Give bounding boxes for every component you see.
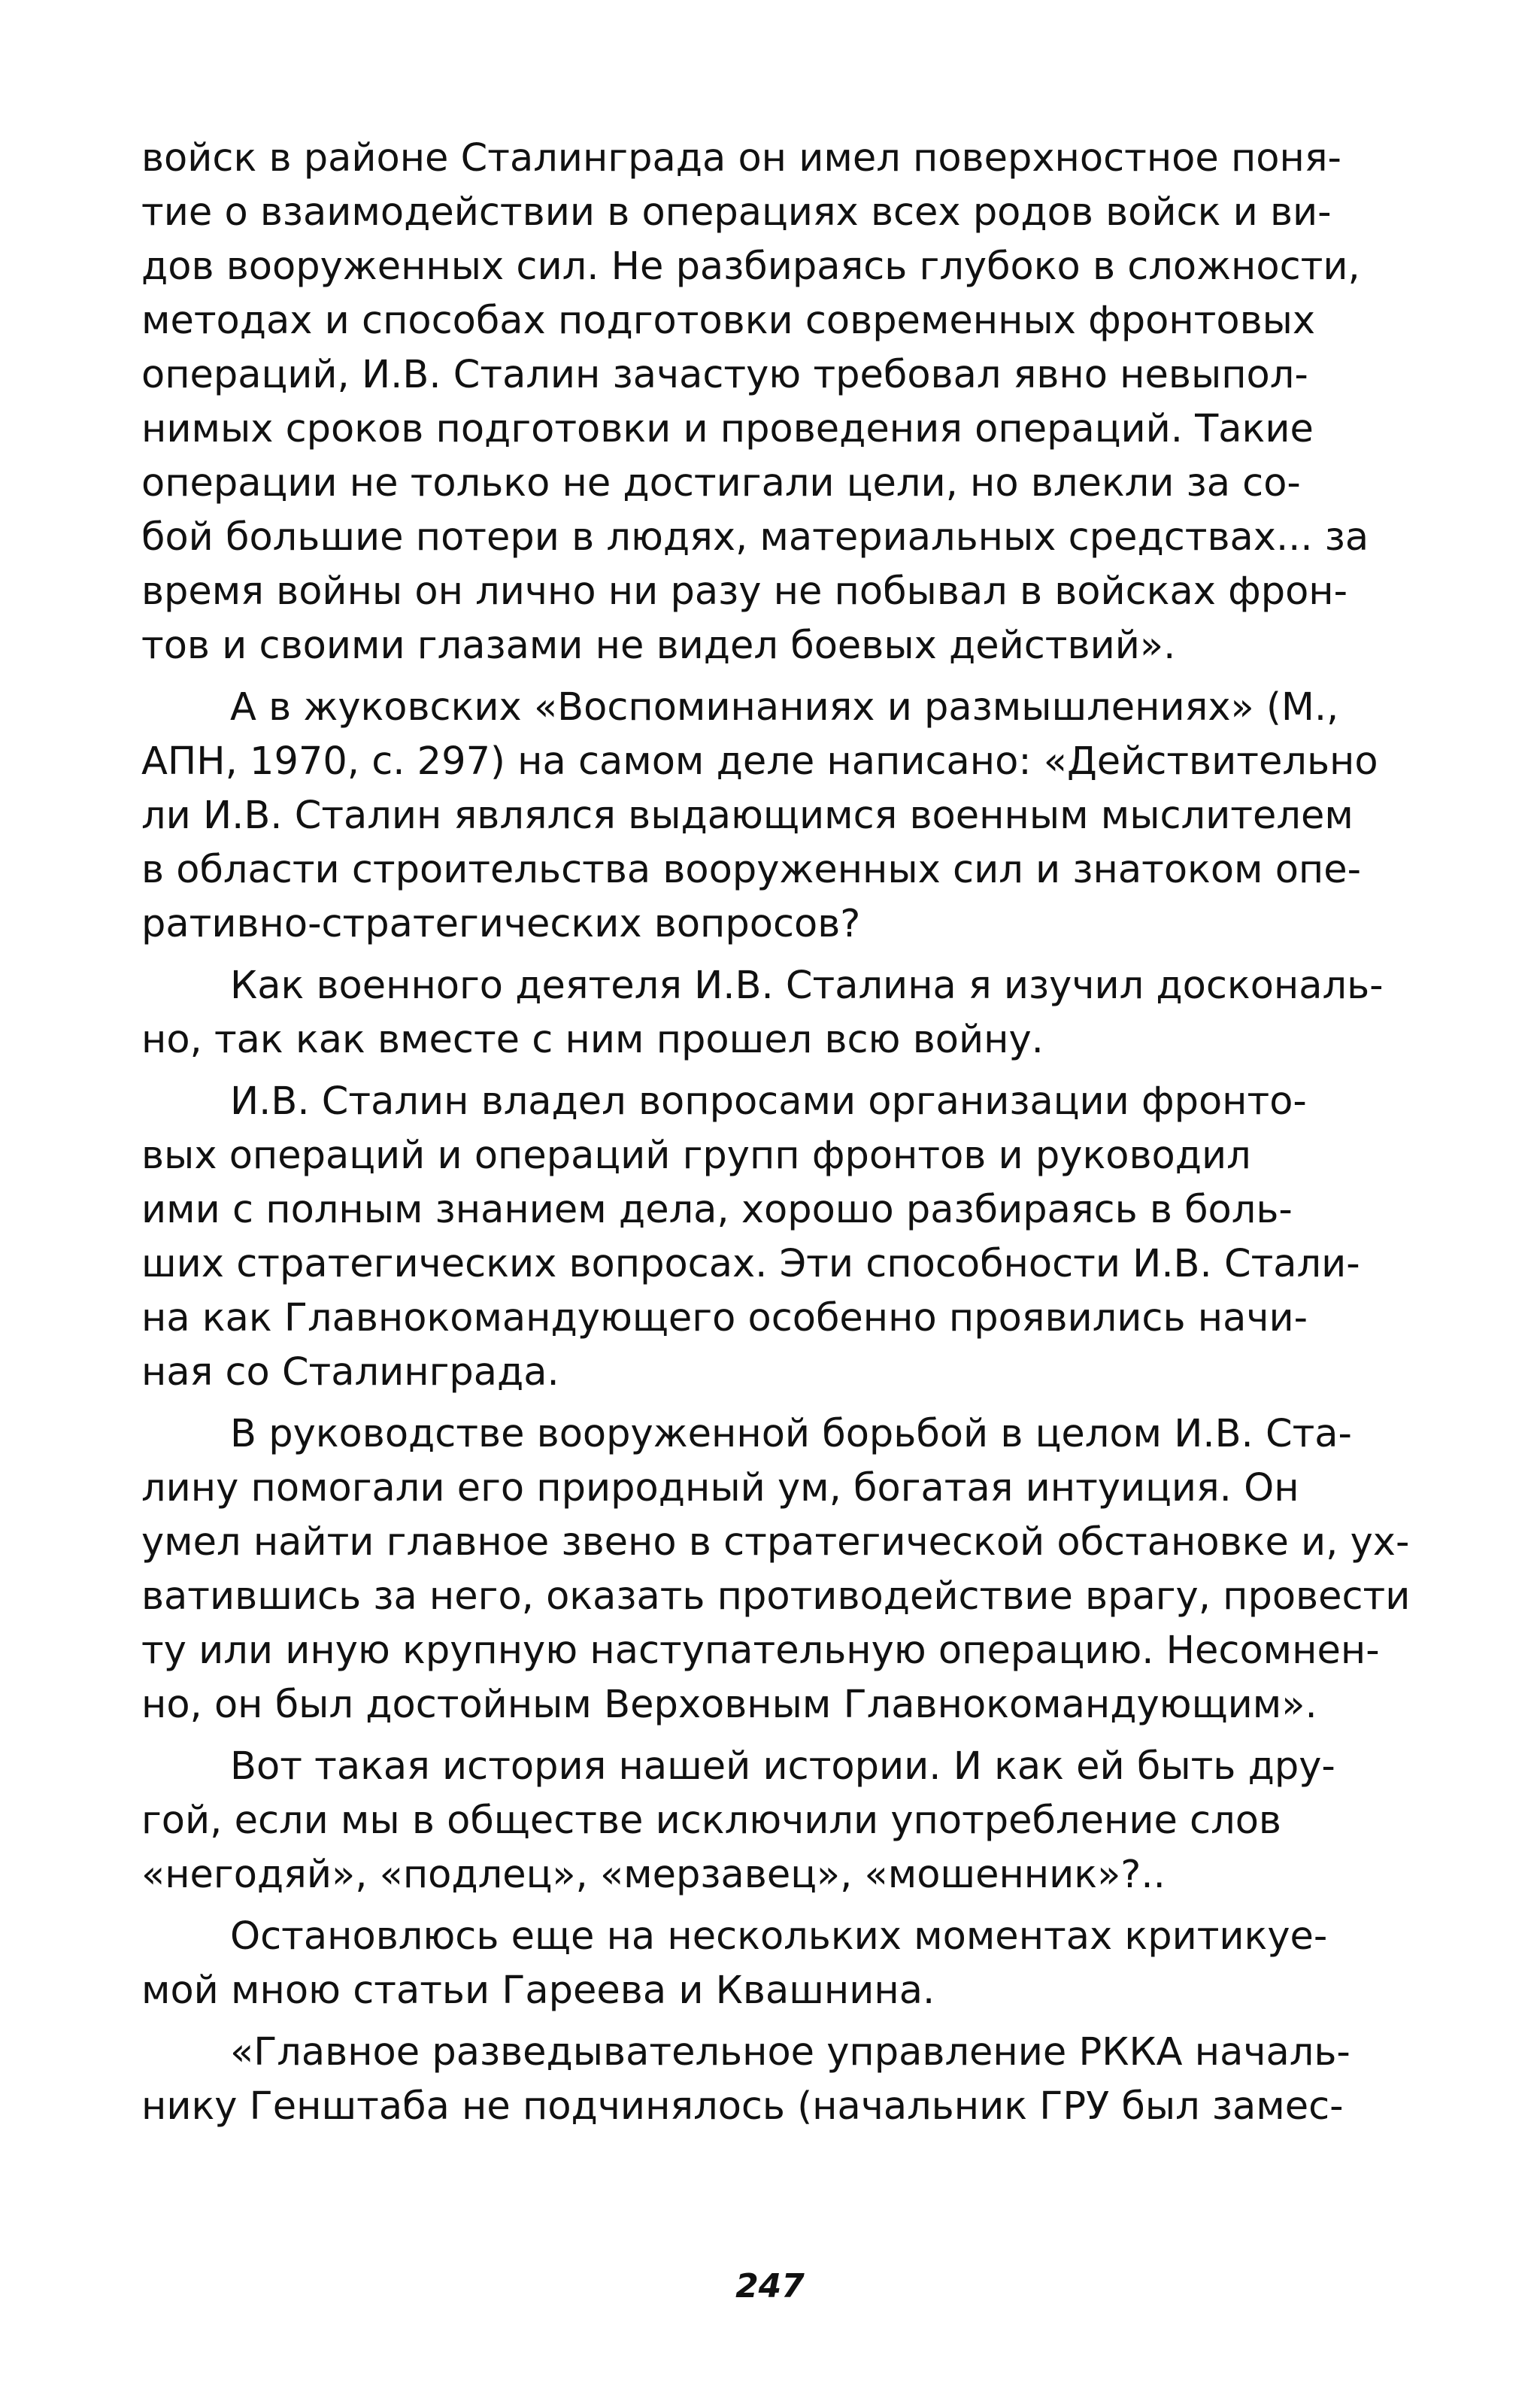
text-line: ная со Сталинграда. — [141, 1350, 559, 1395]
text-line: ративно-стратегических вопросов? — [141, 902, 861, 946]
text-line: но, так как вместе с ним прошел всю войну. — [141, 1018, 1044, 1062]
text-line: В руководстве вооруженной борьбой в целом И.В. Ста- — [230, 1412, 1352, 1456]
text-line: операции не только не достигали цели, но влекли за со- — [141, 461, 1301, 505]
text-line: умел найти главное звено в стратегической обстановке и, ух- — [141, 1520, 1410, 1565]
text-line: ватившись за него, оказать противодействие врагу, провести — [141, 1574, 1411, 1619]
text-line: Вот такая история нашей истории. И как ей быть дру- — [230, 1744, 1335, 1789]
text-line: «негодяй», «подлец», «мерзавец», «мошенник»?.. — [141, 1853, 1166, 1897]
text-line: дов вооруженных сил. Не разбираясь глубоко в сложности, — [141, 244, 1360, 289]
text-line: методах и способах подготовки современных фронтовых — [141, 299, 1316, 343]
text-line: войск в районе Сталинграда он имел поверхностное поня- — [141, 136, 1341, 181]
text-line: ими с полным знанием дела, хорошо разбираясь в боль- — [141, 1188, 1293, 1232]
text-line: тов и своими глазами не видел боевых действий». — [141, 624, 1176, 668]
text-line: вых операций и операций групп фронтов и руководил — [141, 1134, 1251, 1178]
text-line: И.В. Сталин владел вопросами организации фронто- — [230, 1079, 1307, 1124]
text-line: Остановлюсь еще на нескольких моментах критикуе- — [230, 1914, 1328, 1959]
text-line: но, он был достойным Верховным Главнокомандующим». — [141, 1683, 1317, 1727]
text-line: лину помогали его природный ум, богатая интуиция. Он — [141, 1466, 1299, 1510]
text-line: ли И.В. Сталин являлся выдающимся военным мыслителем — [141, 794, 1354, 838]
text-line: в области строительства вооруженных сил и знатоком опе- — [141, 848, 1362, 892]
text-line: бой большие потери в людях, материальных средствах... за — [141, 515, 1369, 560]
text-line: на как Главнокомандующего особенно проявились начи- — [141, 1296, 1308, 1340]
page-number: 247 — [735, 2267, 805, 2305]
text-line: нимых сроков подготовки и проведения операций. Такие — [141, 407, 1314, 451]
text-line: мой мною статьи Гареева и Квашнина. — [141, 1968, 935, 2013]
text-line: «Главное разведывательное управление РККА началь- — [230, 2030, 1351, 2075]
text-line: ших стратегических вопросах. Эти способности И.В. Стали- — [141, 1242, 1360, 1286]
text-line: Как военного деятеля И.В. Сталина я изучил доскональ- — [230, 964, 1384, 1008]
text-line: А в жуковских «Воспоминаниях и размышлениях» (М., — [230, 685, 1339, 730]
text-line: операций, И.В. Сталин зачастую требовал явно невыпол- — [141, 353, 1308, 397]
text-line: гой, если мы в обществе исключили употребление слов — [141, 1798, 1281, 1843]
text-line: нику Генштаба не подчинялось (начальник ГРУ был замес- — [141, 2084, 1344, 2129]
text-line: тие о взаимодействии в операциях всех родов войск и ви- — [141, 190, 1332, 235]
text-line: ту или иную крупную наступательную операцию. Несомнен- — [141, 1628, 1380, 1673]
text-line: время войны он лично ни разу не побывал в войсках фрон- — [141, 569, 1348, 614]
text-line: АПН, 1970, с. 297) на самом деле написано: «Действительно — [141, 739, 1378, 784]
